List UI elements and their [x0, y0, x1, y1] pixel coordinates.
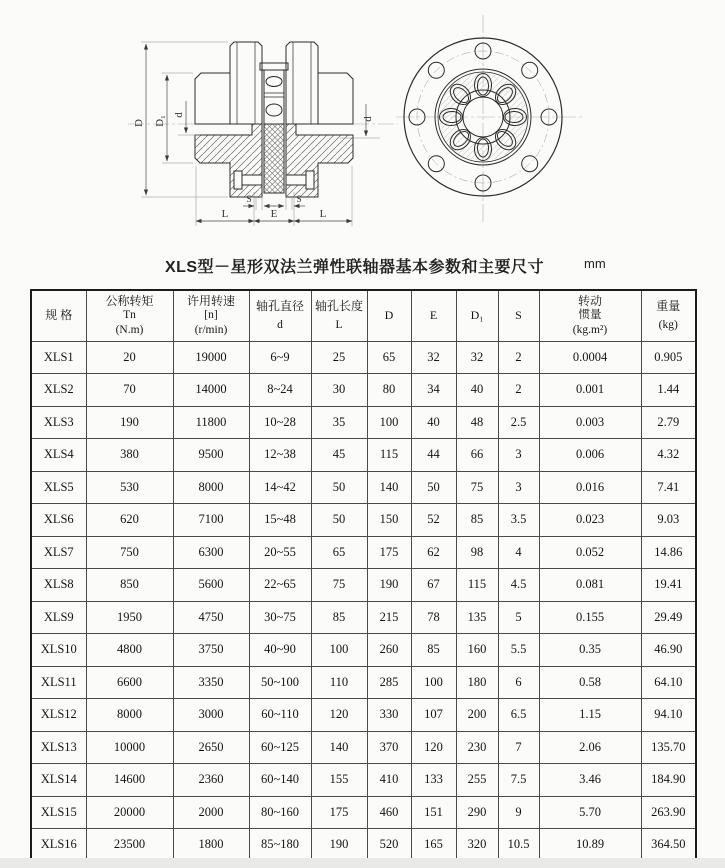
table-cell: 6600 [86, 666, 173, 699]
table-cell: 140 [311, 731, 367, 764]
table-cell: 70 [86, 374, 173, 407]
table-cell: 85~180 [249, 829, 311, 859]
dim-label-D: D [133, 119, 145, 127]
table-cell: 115 [456, 569, 498, 602]
table-cell: 66 [456, 439, 498, 472]
table-cell: 190 [311, 829, 367, 859]
table-cell: 40 [456, 374, 498, 407]
table-cell: 20000 [86, 796, 173, 829]
table-cell: 0.001 [539, 374, 641, 407]
table-cell: 190 [86, 406, 173, 439]
table-cell: 9.03 [641, 504, 696, 537]
table-row [31, 601, 696, 634]
table-cell: 32 [456, 341, 498, 374]
table-cell: 6 [498, 666, 539, 699]
table-cell: 5.5 [498, 634, 539, 667]
table-cell: 3 [498, 439, 539, 472]
table-cell: 135.70 [641, 731, 696, 764]
table-cell: 19.41 [641, 569, 696, 602]
table-row [31, 731, 696, 764]
table-cell: 6.5 [498, 699, 539, 732]
table-cell: 62 [411, 536, 456, 569]
table-cell: 1800 [173, 829, 249, 859]
table-cell: 2650 [173, 731, 249, 764]
table-header [31, 290, 696, 341]
table-cell: 380 [86, 439, 173, 472]
table-cell: 230 [456, 731, 498, 764]
table-cell: 8~24 [249, 374, 311, 407]
table-cell: 5 [498, 601, 539, 634]
table-cell: 115 [367, 439, 411, 472]
table-cell: 15~48 [249, 504, 311, 537]
table-cell: 620 [86, 504, 173, 537]
table-cell: 750 [86, 536, 173, 569]
table-body [31, 341, 696, 858]
table-cell: 8000 [86, 699, 173, 732]
table-cell: 45 [311, 439, 367, 472]
dim-label-D1: D₁ [154, 115, 166, 127]
table-cell: 9 [498, 796, 539, 829]
column-header: S [498, 290, 539, 341]
table-cell: XLS13 [31, 731, 86, 764]
table-cell: 14.86 [641, 536, 696, 569]
table-cell: XLS16 [31, 829, 86, 859]
front-view [396, 15, 584, 224]
table-cell: 530 [86, 471, 173, 504]
table-cell: 12~38 [249, 439, 311, 472]
table-cell: 30 [311, 374, 367, 407]
table-cell: 1950 [86, 601, 173, 634]
table-cell: 48 [456, 406, 498, 439]
table-cell: 50 [311, 504, 367, 537]
table-cell: 290 [456, 796, 498, 829]
table-cell: 50 [311, 471, 367, 504]
table-cell: 175 [367, 536, 411, 569]
table-row [31, 634, 696, 667]
table-cell: 0.023 [539, 504, 641, 537]
table-cell: 7100 [173, 504, 249, 537]
table-cell: 14000 [173, 374, 249, 407]
table-cell: 2.06 [539, 731, 641, 764]
table-cell: 100 [311, 634, 367, 667]
table-cell: 64.10 [641, 666, 696, 699]
table-cell: 410 [367, 764, 411, 797]
table-cell: 14600 [86, 764, 173, 797]
table-cell: 8000 [173, 471, 249, 504]
table-row [31, 406, 696, 439]
table-cell: 46.90 [641, 634, 696, 667]
table-cell: 2 [498, 374, 539, 407]
table-cell: 0.58 [539, 666, 641, 699]
table-cell: 2360 [173, 764, 249, 797]
table-row [31, 796, 696, 829]
dim-label-d-right: d [362, 116, 374, 122]
table-cell: 107 [411, 699, 456, 732]
table-row [31, 829, 696, 859]
table-cell: 2.79 [641, 406, 696, 439]
column-header: 重量 (kg) [641, 290, 696, 341]
table-cell: 9500 [173, 439, 249, 472]
table-cell: 4800 [86, 634, 173, 667]
table-cell: 330 [367, 699, 411, 732]
dim-label-L-left: L [221, 208, 229, 220]
table-cell: 0.0004 [539, 341, 641, 374]
table-cell: 1.15 [539, 699, 641, 732]
table-cell: 2.5 [498, 406, 539, 439]
table-cell: 50 [411, 471, 456, 504]
table-cell: 22~65 [249, 569, 311, 602]
table-cell: 94.10 [641, 699, 696, 732]
table-cell: 520 [367, 829, 411, 859]
table-cell: 2000 [173, 796, 249, 829]
table-cell: 60~110 [249, 699, 311, 732]
table-cell: XLS9 [31, 601, 86, 634]
table-cell: 100 [367, 406, 411, 439]
table-cell: 0.081 [539, 569, 641, 602]
table-row [31, 504, 696, 537]
table-cell: 120 [311, 699, 367, 732]
table-cell: 19000 [173, 341, 249, 374]
table-cell: 155 [311, 764, 367, 797]
table-cell: XLS3 [31, 406, 86, 439]
table-cell: 1.44 [641, 374, 696, 407]
table-cell: 3350 [173, 666, 249, 699]
table-cell: 35 [311, 406, 367, 439]
table-cell: 65 [311, 536, 367, 569]
table-cell: 260 [367, 634, 411, 667]
table-row [31, 341, 696, 374]
table-cell: 67 [411, 569, 456, 602]
column-header: 转动 惯量 (kg.m²) [539, 290, 641, 341]
table-cell: 60~125 [249, 731, 311, 764]
table-cell: XLS14 [31, 764, 86, 797]
table-cell: 10000 [86, 731, 173, 764]
column-header: 轴孔直径 d [249, 290, 311, 341]
table-cell: 3000 [173, 699, 249, 732]
table-cell: 133 [411, 764, 456, 797]
table-cell: XLS2 [31, 374, 86, 407]
table-cell: 52 [411, 504, 456, 537]
table-cell: 370 [367, 731, 411, 764]
table-cell: 85 [311, 601, 367, 634]
table-row [31, 374, 696, 407]
table-cell: 165 [411, 829, 456, 859]
table-cell: 6~9 [249, 341, 311, 374]
table-cell: XLS8 [31, 569, 86, 602]
table-cell: 40 [411, 406, 456, 439]
table-row [31, 471, 696, 504]
table-cell: 34 [411, 374, 456, 407]
table-cell: 7.41 [641, 471, 696, 504]
table-cell: 150 [367, 504, 411, 537]
dim-label-d-left: d [173, 112, 185, 118]
table-cell: 10.89 [539, 829, 641, 859]
table-cell: XLS10 [31, 634, 86, 667]
table-cell: XLS1 [31, 341, 86, 374]
table-cell: XLS15 [31, 796, 86, 829]
table-cell: XLS11 [31, 666, 86, 699]
table-cell: 40~90 [249, 634, 311, 667]
table-cell: XLS5 [31, 471, 86, 504]
unit-label: mm [584, 256, 606, 271]
table-cell: 32 [411, 341, 456, 374]
table-cell: 285 [367, 666, 411, 699]
page-edge [0, 858, 725, 868]
table-cell: 0.35 [539, 634, 641, 667]
table-cell: 4.5 [498, 569, 539, 602]
table-cell: 140 [367, 471, 411, 504]
table-cell: 850 [86, 569, 173, 602]
table-cell: 78 [411, 601, 456, 634]
table-cell: 10.5 [498, 829, 539, 859]
header-row [31, 290, 696, 341]
table-cell: 80 [367, 374, 411, 407]
table-cell: 320 [456, 829, 498, 859]
table-cell: 3 [498, 471, 539, 504]
table-cell: 7 [498, 731, 539, 764]
table-cell: 85 [456, 504, 498, 537]
table-cell: 4.32 [641, 439, 696, 472]
table-cell: 190 [367, 569, 411, 602]
table-cell: 29.49 [641, 601, 696, 634]
table-cell: 10~28 [249, 406, 311, 439]
table-cell: 4750 [173, 601, 249, 634]
table-cell: 6300 [173, 536, 249, 569]
table-cell: XLS4 [31, 439, 86, 472]
table-cell: 23500 [86, 829, 173, 859]
table-cell: 20 [86, 341, 173, 374]
column-header: D₁ [456, 290, 498, 341]
table-cell: 175 [311, 796, 367, 829]
table-row [31, 569, 696, 602]
table-cell: 11800 [173, 406, 249, 439]
table-cell: 180 [456, 666, 498, 699]
table-cell: 0.006 [539, 439, 641, 472]
table-cell: 255 [456, 764, 498, 797]
table-cell: 0.052 [539, 536, 641, 569]
table-cell: 151 [411, 796, 456, 829]
coupling-drawing [0, 0, 725, 248]
table-cell: 60~140 [249, 764, 311, 797]
table-cell: 5.70 [539, 796, 641, 829]
title-row [0, 254, 725, 278]
table-cell: 120 [411, 731, 456, 764]
page-title: XLS型－星形双法兰弹性联轴器基本参数和主要尺寸 [164, 259, 545, 276]
coupling-drawing-area [0, 0, 725, 248]
table-cell: 3750 [173, 634, 249, 667]
table-row [31, 666, 696, 699]
table-cell: 3.46 [539, 764, 641, 797]
table-cell: 364.50 [641, 829, 696, 859]
table-cell: 50~100 [249, 666, 311, 699]
section-view [128, 42, 398, 197]
table-cell: 25 [311, 341, 367, 374]
table-cell: XLS12 [31, 699, 86, 732]
table-cell: 80~160 [249, 796, 311, 829]
table-cell: 0.003 [539, 406, 641, 439]
table-cell: 5600 [173, 569, 249, 602]
table-cell: 4 [498, 536, 539, 569]
table-row [31, 764, 696, 797]
table-row [31, 699, 696, 732]
table-cell: 65 [367, 341, 411, 374]
table-cell: 20~55 [249, 536, 311, 569]
dim-label-S-right: S [296, 195, 302, 205]
column-header: 规 格 [31, 290, 86, 341]
table-cell: 460 [367, 796, 411, 829]
table-cell: 2 [498, 341, 539, 374]
table-cell: 110 [311, 666, 367, 699]
table-cell: 85 [411, 634, 456, 667]
dim-label-L-right: L [319, 208, 327, 220]
column-header: E [411, 290, 456, 341]
table-cell: 200 [456, 699, 498, 732]
table-cell: 75 [311, 569, 367, 602]
table-cell: 135 [456, 601, 498, 634]
table-cell: 7.5 [498, 764, 539, 797]
table-row [31, 439, 696, 472]
table-cell: 3.5 [498, 504, 539, 537]
table-cell: 215 [367, 601, 411, 634]
table-cell: 14~42 [249, 471, 311, 504]
column-header: 许用转速 [n] (r/min) [173, 290, 249, 341]
table-cell: 0.905 [641, 341, 696, 374]
dim-label-E: E [270, 208, 278, 220]
table-cell: XLS6 [31, 504, 86, 537]
column-header: 轴孔长度 L [311, 290, 367, 341]
table-cell: 0.016 [539, 471, 641, 504]
table-cell: 44 [411, 439, 456, 472]
dim-label-S-left: S [246, 195, 252, 205]
table-cell: 263.90 [641, 796, 696, 829]
spec-table [30, 289, 697, 858]
table-cell: 160 [456, 634, 498, 667]
table-cell: 75 [456, 471, 498, 504]
table-cell: 30~75 [249, 601, 311, 634]
table-cell: 0.155 [539, 601, 641, 634]
table-cell: XLS7 [31, 536, 86, 569]
column-header: D [367, 290, 411, 341]
table-row [31, 536, 696, 569]
table-cell: 98 [456, 536, 498, 569]
column-header: 公称转矩 Tn (N.m) [86, 290, 173, 341]
table-cell: 184.90 [641, 764, 696, 797]
table-cell: 100 [411, 666, 456, 699]
